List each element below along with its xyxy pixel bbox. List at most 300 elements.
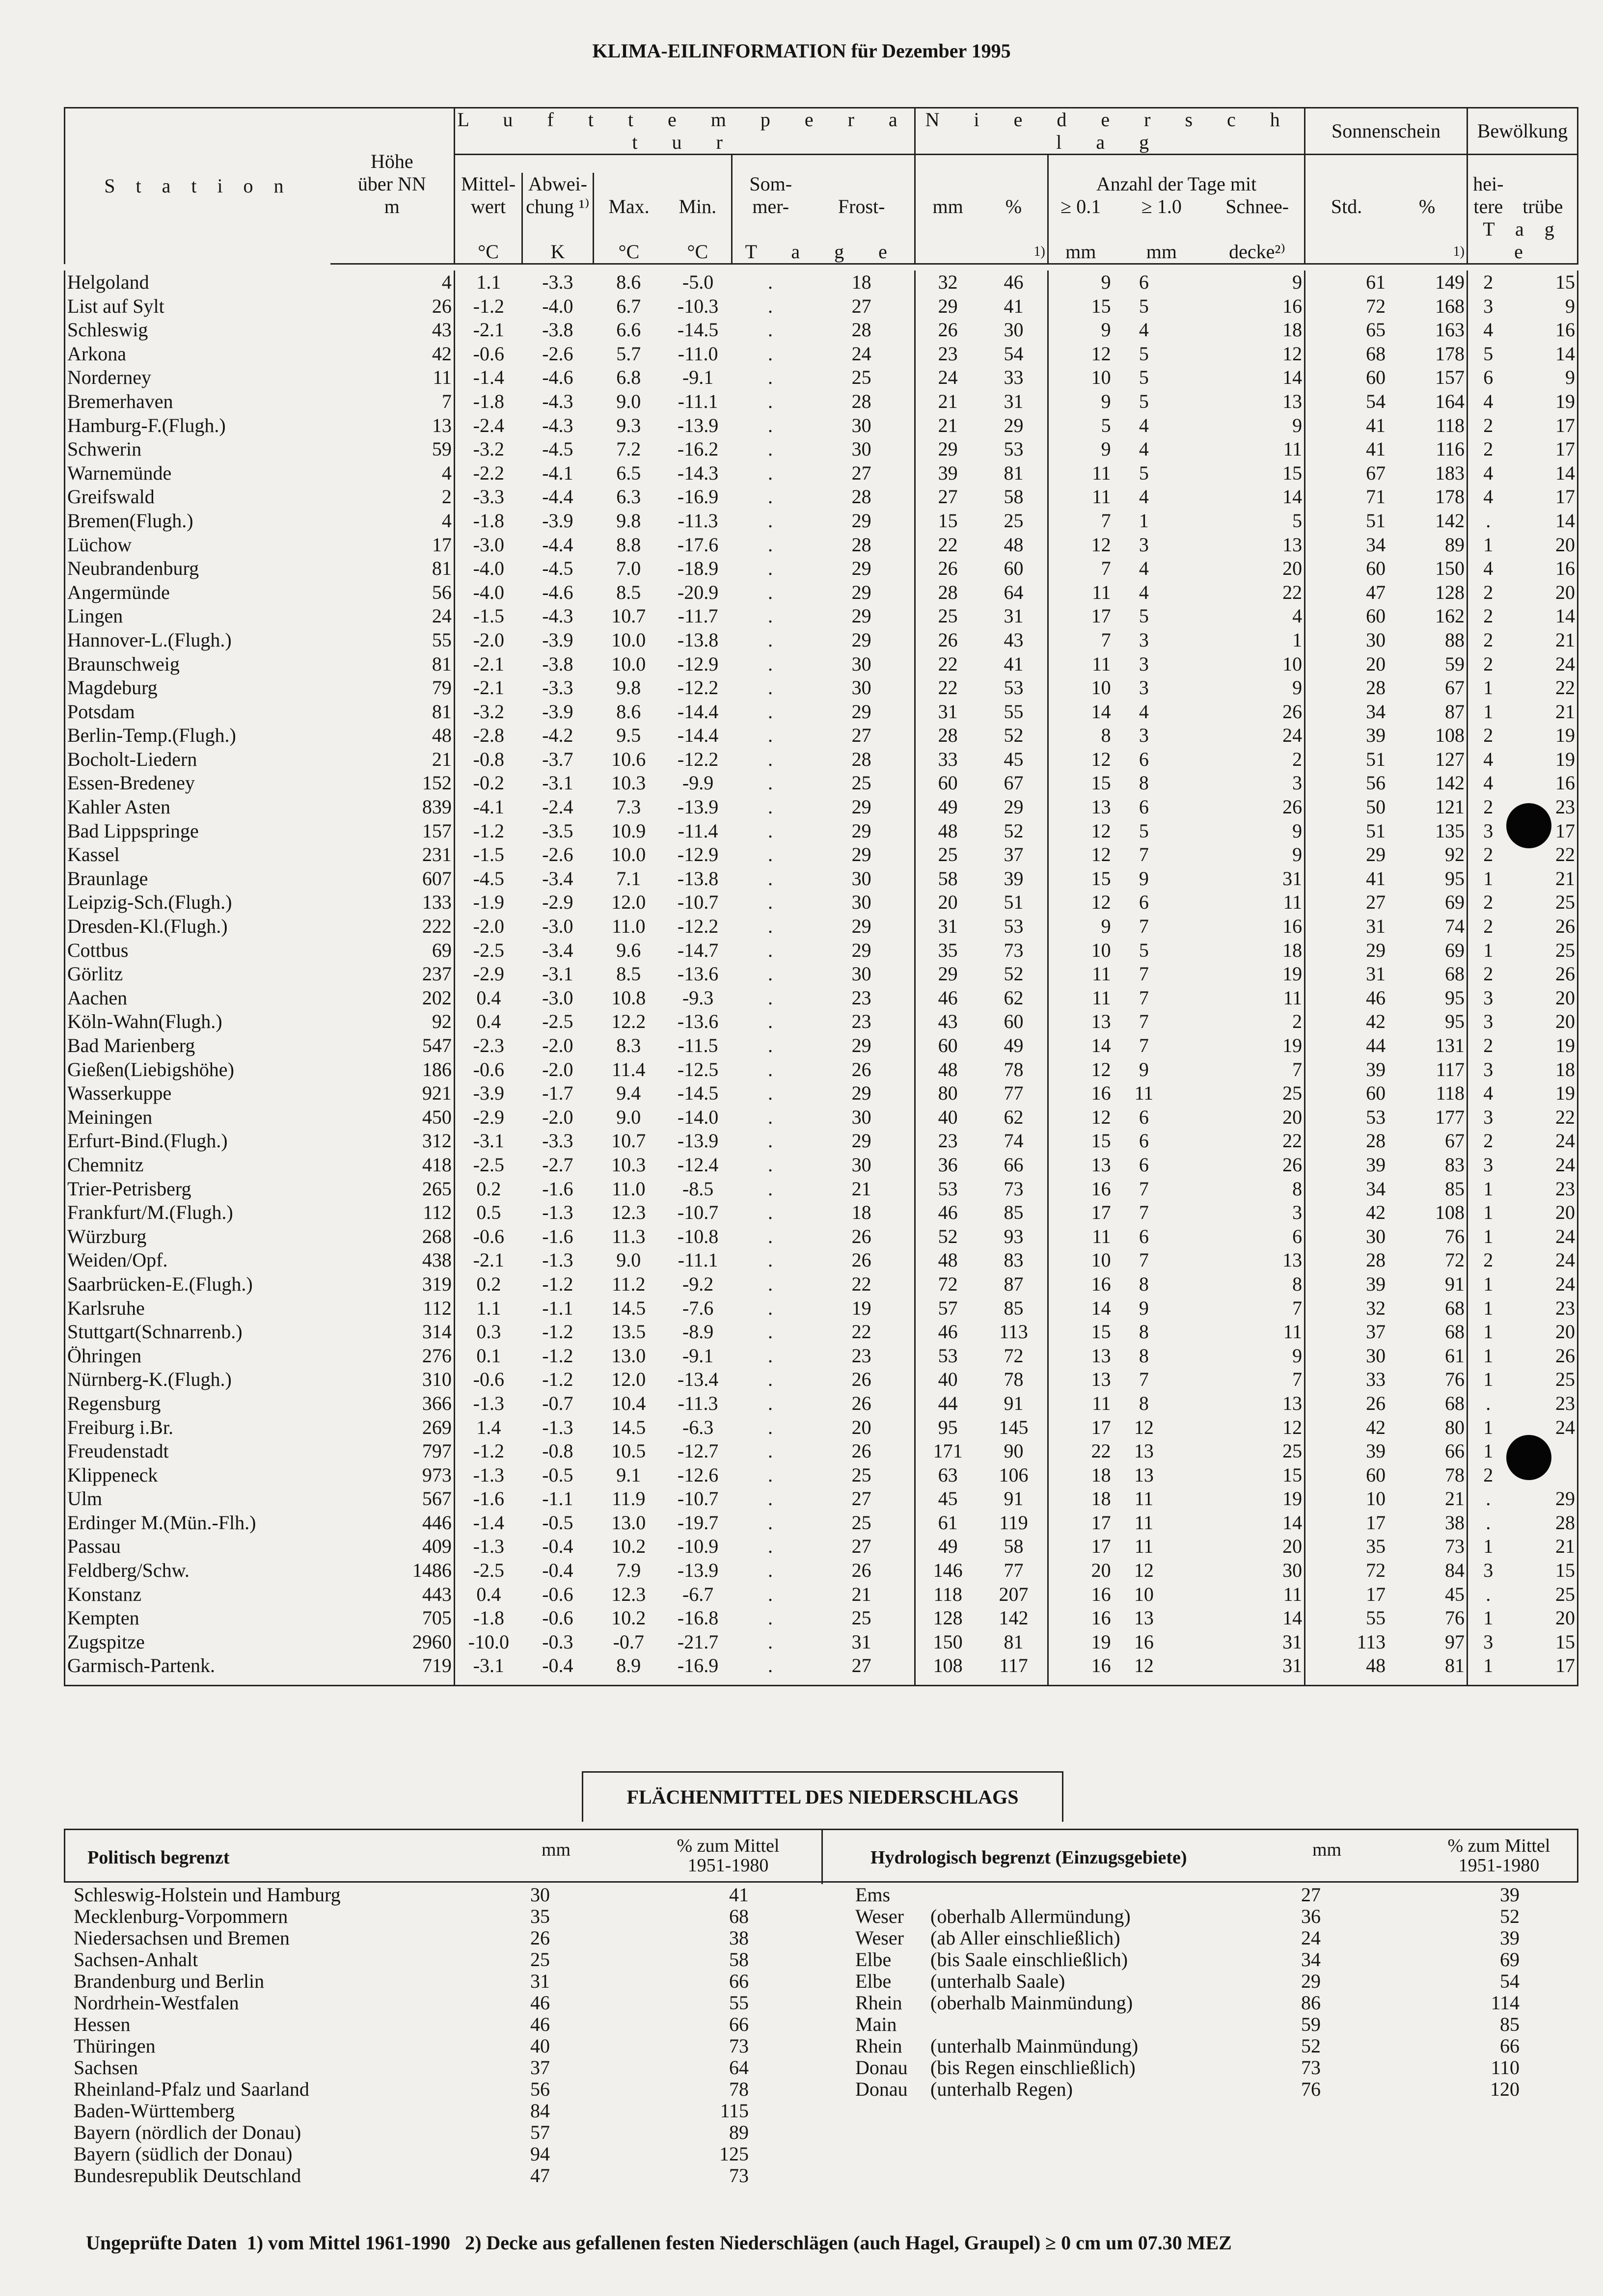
areal-row bbox=[74, 2165, 1571, 2187]
table-row bbox=[65, 1630, 1578, 1654]
areal-mm: 47 bbox=[530, 2164, 550, 2187]
table-row bbox=[65, 1010, 1578, 1034]
std-header: Std. bbox=[1331, 195, 1362, 217]
table-cell: 31 bbox=[938, 700, 958, 723]
table-cell: 12 bbox=[1091, 342, 1111, 365]
table-cell: 113 bbox=[1357, 1630, 1386, 1653]
table-cell: . bbox=[767, 676, 773, 699]
table-cell: 26 bbox=[1509, 915, 1578, 939]
page-title: KLIMA-EILINFORMATION für Dezember 1995 bbox=[592, 40, 1011, 62]
table-cell: 18 bbox=[1210, 318, 1305, 342]
table-cell: Bad Lippspringe bbox=[65, 819, 330, 843]
table-cell: 202 bbox=[330, 986, 455, 1010]
table-cell: 12 bbox=[1134, 1654, 1154, 1677]
table-cell: -9.1 bbox=[682, 1344, 714, 1367]
table-cell: 7 bbox=[1139, 1249, 1149, 1271]
table-cell: . bbox=[767, 1654, 773, 1677]
hydrological-pct-header: % zum Mittel 1951-1980 bbox=[1447, 1836, 1550, 1876]
table-cell: 5 bbox=[1139, 342, 1149, 365]
table-cell: -1.3 bbox=[542, 1416, 573, 1438]
table-header bbox=[65, 108, 1578, 264]
table-cell: 17 bbox=[1509, 437, 1578, 461]
table-cell: 45 bbox=[938, 1487, 958, 1510]
lufttemperatur-header: L u f t t e m p e r a t u r bbox=[454, 108, 915, 155]
table-cell: 30 bbox=[809, 1153, 915, 1177]
table-cell: -0.6 bbox=[473, 342, 504, 365]
areal-mm: 37 bbox=[530, 2056, 550, 2079]
sommer-header-2: mer- bbox=[752, 195, 789, 217]
table-cell: 35 bbox=[938, 939, 958, 961]
table-cell: 24 bbox=[1509, 652, 1578, 676]
station-header: S t a t i o n bbox=[65, 108, 330, 264]
table-cell: 29 bbox=[809, 1129, 915, 1153]
table-cell: 41 bbox=[980, 295, 1048, 319]
table-cell: 88 bbox=[1387, 628, 1467, 652]
table-row bbox=[65, 795, 1578, 819]
table-cell: 9 bbox=[1210, 1344, 1305, 1368]
table-cell: 5 bbox=[1139, 295, 1149, 317]
areal-note: (bis Regen einschließlich) bbox=[930, 2056, 1136, 2079]
areal-row bbox=[74, 2143, 1571, 2165]
areal-rmm: 59 bbox=[1301, 2013, 1321, 2035]
areal-mm: 26 bbox=[530, 1927, 550, 1949]
table-cell: Helgoland bbox=[65, 270, 330, 295]
areal-row bbox=[74, 1927, 1571, 1949]
table-cell: 31 bbox=[980, 390, 1048, 414]
areal-pct: 64 bbox=[729, 2056, 749, 2079]
table-cell: 43 bbox=[938, 1010, 958, 1033]
table-cell: 30 bbox=[809, 414, 915, 438]
table-cell: 3 bbox=[1210, 1201, 1305, 1225]
table-cell: 14.5 bbox=[611, 1297, 646, 1319]
table-cell: 2 bbox=[1483, 843, 1494, 866]
table-cell: . bbox=[767, 1416, 773, 1438]
table-cell: 118 bbox=[1387, 414, 1467, 438]
table-cell: 1 bbox=[1483, 676, 1494, 699]
table-cell: 34 bbox=[1366, 533, 1386, 556]
table-cell: -12.2 bbox=[677, 748, 719, 770]
table-cell: 35 bbox=[1366, 1535, 1386, 1558]
areal-rows bbox=[74, 1884, 1571, 2187]
table-cell: 8 bbox=[1139, 1321, 1149, 1343]
table-cell: 12 bbox=[1091, 891, 1111, 914]
areal-rpct: 54 bbox=[1500, 1970, 1520, 1992]
table-cell: 1.1 bbox=[476, 271, 501, 293]
table-cell: -3.0 bbox=[542, 986, 573, 1009]
table-cell bbox=[1175, 843, 1210, 867]
table-cell: -14.7 bbox=[677, 939, 719, 961]
table-cell: 95 bbox=[938, 1416, 958, 1438]
table-cell: 16 bbox=[1091, 1177, 1111, 1200]
table-cell: -3.1 bbox=[542, 963, 573, 985]
table-cell: 30 bbox=[809, 676, 915, 700]
table-cell: 87 bbox=[1387, 700, 1467, 724]
table-cell: 52 bbox=[980, 724, 1048, 748]
areal-rmm: 27 bbox=[1301, 1884, 1321, 1906]
table-cell: 17 bbox=[330, 533, 455, 557]
table-cell: -2.2 bbox=[473, 461, 504, 484]
table-cell: -16.8 bbox=[677, 1607, 719, 1629]
table-cell: 3 bbox=[1483, 1106, 1494, 1128]
table-cell: -3.8 bbox=[542, 319, 573, 341]
areal-pct: 38 bbox=[729, 1927, 749, 1949]
table-cell: . bbox=[767, 1225, 773, 1247]
table-cell: -1.8 bbox=[473, 1607, 504, 1629]
table-cell: 16 bbox=[1091, 1654, 1111, 1677]
table-cell bbox=[1175, 795, 1210, 819]
table-cell: 22 bbox=[1210, 1129, 1305, 1153]
table-cell: 29 bbox=[1366, 843, 1386, 866]
table-cell: 17 bbox=[1366, 1583, 1386, 1605]
table-cell: -2.9 bbox=[473, 1106, 504, 1128]
table-cell: 23 bbox=[1509, 795, 1578, 819]
table-cell: -2.5 bbox=[473, 1153, 504, 1176]
areal-region: Bayern (südlich der Donau) bbox=[74, 2143, 293, 2165]
table-cell: 20 bbox=[1509, 1010, 1578, 1034]
table-cell: 15 bbox=[1210, 461, 1305, 486]
areal-pct: 68 bbox=[729, 1905, 749, 1927]
table-cell: 13 bbox=[1134, 1607, 1154, 1629]
table-row bbox=[65, 962, 1578, 986]
table-cell: Berlin-Temp.(Flugh.) bbox=[65, 724, 330, 748]
table-cell: 25 bbox=[938, 843, 958, 866]
mittelwert-header-1: Mittel- bbox=[454, 173, 522, 195]
areal-rpct: 110 bbox=[1491, 2056, 1520, 2079]
table-cell: -3.0 bbox=[542, 915, 573, 938]
table-cell: 1 bbox=[1139, 509, 1149, 532]
table-cell: 20 bbox=[938, 891, 958, 914]
table-cell: 1.4 bbox=[476, 1416, 501, 1438]
table-cell: 90 bbox=[980, 1439, 1048, 1463]
mittelwert-unit: °C bbox=[454, 218, 522, 264]
table-cell: -9.1 bbox=[682, 366, 714, 389]
table-cell: -3.3 bbox=[542, 271, 573, 293]
table-cell: 68 bbox=[1387, 1320, 1467, 1344]
table-cell: 60 bbox=[980, 557, 1048, 581]
table-cell: -2.5 bbox=[542, 1010, 573, 1033]
table-cell: 7 bbox=[1210, 1297, 1305, 1321]
table-cell: 23 bbox=[938, 1130, 958, 1152]
table-cell bbox=[1175, 1416, 1210, 1440]
table-cell: 119 bbox=[980, 1511, 1048, 1535]
table-cell: 142 bbox=[980, 1606, 1048, 1630]
table-cell bbox=[1175, 819, 1210, 843]
table-cell: 17 bbox=[1509, 485, 1578, 509]
table-cell: 446 bbox=[330, 1511, 455, 1535]
areal-pct: 115 bbox=[720, 2100, 749, 2122]
table-cell: 29 bbox=[809, 1081, 915, 1106]
table-cell: 60 bbox=[1366, 605, 1386, 627]
areal-rpct: 114 bbox=[1491, 1992, 1520, 2014]
areal-mm: 46 bbox=[530, 1992, 550, 2014]
table-cell: 95 bbox=[1387, 867, 1467, 891]
table-cell: 26 bbox=[809, 1439, 915, 1463]
table-cell: Kempten bbox=[65, 1606, 330, 1630]
table-cell: -0.5 bbox=[542, 1463, 573, 1486]
table-cell: 2960 bbox=[330, 1630, 455, 1654]
table-cell: 150 bbox=[1387, 557, 1467, 581]
table-cell: 2 bbox=[1483, 628, 1494, 651]
table-cell: 26 bbox=[1366, 1392, 1386, 1414]
table-cell: 12.3 bbox=[611, 1201, 646, 1224]
table-cell: 2 bbox=[1483, 915, 1494, 938]
table-cell: 53 bbox=[1366, 1106, 1386, 1128]
table-cell: 87 bbox=[980, 1272, 1048, 1297]
table-cell bbox=[1175, 485, 1210, 509]
table-cell: 39 bbox=[980, 867, 1048, 891]
areal-river: Weser bbox=[855, 1927, 904, 1949]
areal-pct: 73 bbox=[729, 2035, 749, 2057]
table-cell: 797 bbox=[330, 1439, 455, 1463]
table-cell: 25 bbox=[1210, 1439, 1305, 1463]
table-row bbox=[65, 1129, 1578, 1153]
table-cell: 11 bbox=[1092, 486, 1111, 508]
table-cell: . bbox=[767, 891, 773, 914]
table-cell: 41 bbox=[1366, 867, 1386, 890]
table-cell: 22 bbox=[938, 533, 958, 556]
table-cell: -2.9 bbox=[473, 963, 504, 985]
table-cell: -11.7 bbox=[678, 605, 718, 627]
table-cell: 13 bbox=[1210, 390, 1305, 414]
table-cell: 7 bbox=[1139, 986, 1149, 1009]
table-cell: -19.7 bbox=[677, 1511, 719, 1534]
table-cell: 40 bbox=[938, 1106, 958, 1128]
table-cell: 13 bbox=[1091, 1368, 1111, 1391]
table-cell: 9 bbox=[1210, 414, 1305, 438]
table-cell: 28 bbox=[1509, 1511, 1578, 1535]
abweichung-unit: K bbox=[522, 218, 593, 264]
table-cell: 53 bbox=[938, 1344, 958, 1367]
table-cell: Karlsruhe bbox=[65, 1297, 330, 1321]
table-cell: 81 bbox=[330, 700, 455, 724]
table-cell: 25 bbox=[980, 509, 1048, 533]
table-cell: -13.9 bbox=[677, 414, 719, 436]
table-cell: 48 bbox=[938, 819, 958, 842]
table-cell: 20 bbox=[1509, 986, 1578, 1010]
table-cell: -12.6 bbox=[677, 1463, 719, 1486]
footnote: Ungeprüfte Daten 1) vom Mittel 1961-1990 2) Decke aus gefallenen festen Niederschlägen (auch Hagel, Graupel) ≥ 0 cm um 07.30 MEZ bbox=[86, 2232, 1232, 2254]
table-cell: 29 bbox=[809, 843, 915, 867]
table-cell: 49 bbox=[938, 1535, 958, 1558]
punch-hole bbox=[1506, 1435, 1551, 1480]
table-cell: 29 bbox=[980, 795, 1048, 819]
table-cell: 46 bbox=[938, 1201, 958, 1224]
table-cell: -4.1 bbox=[473, 796, 504, 818]
table-cell bbox=[1175, 1201, 1210, 1225]
table-cell: 62 bbox=[980, 986, 1048, 1010]
table-cell: 9.6 bbox=[616, 939, 641, 961]
table-cell: -13.8 bbox=[677, 628, 719, 651]
table-cell: 4 bbox=[1483, 748, 1494, 770]
table-cell: 15 bbox=[1091, 867, 1111, 890]
table-cell: . bbox=[767, 628, 773, 651]
table-cell: 32 bbox=[1366, 1297, 1386, 1319]
table-cell: 9 bbox=[1139, 1297, 1149, 1319]
table-cell: 7.9 bbox=[616, 1559, 641, 1582]
table-cell: 3 bbox=[1483, 819, 1494, 842]
table-cell: Neubrandenburg bbox=[65, 557, 330, 581]
areal-row bbox=[74, 2079, 1571, 2100]
table-cell: 9.4 bbox=[616, 1082, 641, 1105]
table-cell: -3.3 bbox=[542, 1130, 573, 1152]
table-row bbox=[65, 819, 1578, 843]
table-cell: . bbox=[767, 1201, 773, 1224]
table-cell: 11 bbox=[330, 366, 455, 390]
table-cell: 19 bbox=[1210, 962, 1305, 986]
table-cell: 37 bbox=[1366, 1321, 1386, 1343]
table-cell: 16 bbox=[1210, 915, 1305, 939]
table-cell: 183 bbox=[1387, 461, 1467, 486]
table-cell: -11.3 bbox=[678, 1392, 718, 1414]
table-cell: 28 bbox=[809, 485, 915, 509]
table-cell: 17 bbox=[1091, 605, 1111, 627]
table-cell: 23 bbox=[809, 1344, 915, 1368]
table-cell: 54 bbox=[980, 342, 1048, 366]
table-cell: Schwerin bbox=[65, 437, 330, 461]
table-cell: 1 bbox=[1483, 1440, 1494, 1462]
table-cell: 24 bbox=[1509, 1225, 1578, 1249]
table-cell: 0.4 bbox=[476, 1010, 501, 1033]
table-cell: 25 bbox=[1509, 939, 1578, 963]
table-cell: 83 bbox=[980, 1248, 1048, 1272]
table-cell: -3.4 bbox=[542, 867, 573, 890]
table-cell: 66 bbox=[1387, 1439, 1467, 1463]
table-cell: 8 bbox=[1210, 1272, 1305, 1297]
table-cell: -2.0 bbox=[542, 1058, 573, 1080]
table-cell: Arkona bbox=[65, 342, 330, 366]
table-cell: 8 bbox=[1101, 724, 1111, 747]
table-cell bbox=[1175, 1177, 1210, 1201]
table-row bbox=[65, 1344, 1578, 1368]
table-cell: 31 bbox=[1210, 867, 1305, 891]
table-cell: 24 bbox=[938, 366, 958, 389]
table-row bbox=[65, 604, 1578, 628]
table-cell: -1.3 bbox=[473, 1463, 504, 1486]
table-cell: -1.2 bbox=[542, 1368, 573, 1391]
table-cell: 4 bbox=[1483, 486, 1494, 508]
table-cell: 133 bbox=[330, 891, 455, 915]
areal-region: Brandenburg und Berlin bbox=[74, 1970, 265, 1992]
heitere-header-2: tere bbox=[1473, 195, 1503, 217]
table-cell: 56 bbox=[330, 581, 455, 605]
table-cell: . bbox=[767, 1487, 773, 1510]
table-cell: 7 bbox=[1139, 1010, 1149, 1033]
table-cell: 42 bbox=[1366, 1201, 1386, 1224]
table-cell: Görlitz bbox=[65, 962, 330, 986]
table-cell: 28 bbox=[1366, 1130, 1386, 1152]
table-cell: 2 bbox=[1483, 1249, 1494, 1271]
table-cell: . bbox=[767, 1153, 773, 1176]
table-cell: 76 bbox=[1387, 1606, 1467, 1630]
table-cell bbox=[1175, 318, 1210, 342]
areal-river: Rhein bbox=[855, 2035, 902, 2057]
table-cell: -0.4 bbox=[542, 1654, 573, 1677]
table-cell: 310 bbox=[330, 1368, 455, 1392]
table-cell: 37 bbox=[980, 843, 1048, 867]
table-cell: 29 bbox=[980, 414, 1048, 438]
table-cell: . bbox=[767, 438, 773, 460]
table-cell: 16 bbox=[1091, 1272, 1111, 1295]
table-cell: 92 bbox=[330, 1010, 455, 1034]
table-row bbox=[65, 437, 1578, 461]
table-cell: 74 bbox=[980, 1129, 1048, 1153]
areal-row bbox=[74, 2014, 1571, 2035]
table-cell: 22 bbox=[809, 1272, 915, 1297]
areal-pct: 41 bbox=[729, 1884, 749, 1906]
table-cell: 22 bbox=[938, 652, 958, 675]
table-cell: -6.3 bbox=[682, 1416, 714, 1438]
table-cell: 178 bbox=[1387, 342, 1467, 366]
table-row bbox=[65, 390, 1578, 414]
table-cell: 30 bbox=[1366, 1225, 1386, 1247]
table-cell: 150 bbox=[933, 1630, 963, 1653]
mm-header: mm bbox=[932, 195, 963, 217]
table-cell: 163 bbox=[1387, 318, 1467, 342]
table-cell: . bbox=[767, 843, 773, 866]
table-cell: -2.4 bbox=[542, 796, 573, 818]
table-cell: Bocholt-Liedern bbox=[65, 748, 330, 772]
table-cell: 19 bbox=[1091, 1630, 1111, 1653]
table-cell bbox=[1175, 1511, 1210, 1535]
table-cell: 0.4 bbox=[476, 986, 501, 1009]
table-cell: Bad Marienberg bbox=[65, 1034, 330, 1058]
table-cell: 3 bbox=[1139, 676, 1149, 699]
table-cell: Erfurt-Bind.(Flugh.) bbox=[65, 1129, 330, 1153]
table-cell: 78 bbox=[980, 1368, 1048, 1392]
table-cell: 4 bbox=[330, 509, 455, 533]
table-cell: 4 bbox=[1483, 1082, 1494, 1105]
areal-row bbox=[74, 2057, 1571, 2079]
table-cell: 10 bbox=[1210, 652, 1305, 676]
table-cell: 79 bbox=[330, 676, 455, 700]
table-cell: 29 bbox=[1509, 1487, 1578, 1511]
areal-pct: 89 bbox=[729, 2121, 749, 2143]
table-row bbox=[65, 1654, 1578, 1678]
table-cell: 6 bbox=[1139, 1225, 1149, 1247]
table-cell: 29 bbox=[809, 581, 915, 605]
table-cell: 28 bbox=[809, 748, 915, 772]
table-cell: Gießen(Liebigshöhe) bbox=[65, 1058, 330, 1082]
table-cell: 2 bbox=[1483, 724, 1494, 747]
table-cell: 24 bbox=[1509, 1272, 1578, 1297]
table-cell: 28 bbox=[938, 724, 958, 747]
schnee-header-2: decke²⁾ bbox=[1210, 218, 1305, 264]
table-cell: 409 bbox=[330, 1535, 455, 1559]
table-cell: 14 bbox=[1091, 1297, 1111, 1319]
table-cell: 17 bbox=[1091, 1535, 1111, 1558]
table-cell: 11 bbox=[1092, 461, 1111, 484]
table-cell: 68 bbox=[1387, 1392, 1467, 1416]
table-cell: 18 bbox=[809, 1201, 915, 1225]
ge01-header: ≥ 0.1 bbox=[1060, 195, 1101, 217]
areal-mm: 46 bbox=[530, 2013, 550, 2035]
table-cell: Leipzig-Sch.(Flugh.) bbox=[65, 891, 330, 915]
table-cell: . bbox=[767, 1249, 773, 1271]
table-cell: . bbox=[767, 819, 773, 842]
truebe-header: trübe bbox=[1509, 195, 1578, 218]
table-cell: 16 bbox=[1509, 771, 1578, 795]
table-cell: 112 bbox=[330, 1297, 455, 1321]
table-cell: 4 bbox=[1483, 319, 1494, 341]
table-cell bbox=[1175, 1535, 1210, 1559]
table-cell: . bbox=[767, 1368, 773, 1391]
areal-pct: 66 bbox=[729, 1970, 749, 1992]
table-cell bbox=[1175, 1392, 1210, 1416]
table-cell: 973 bbox=[330, 1463, 455, 1487]
table-row bbox=[65, 891, 1578, 915]
table-cell: 6.7 bbox=[616, 295, 641, 317]
table-cell: 42 bbox=[1366, 1010, 1386, 1033]
